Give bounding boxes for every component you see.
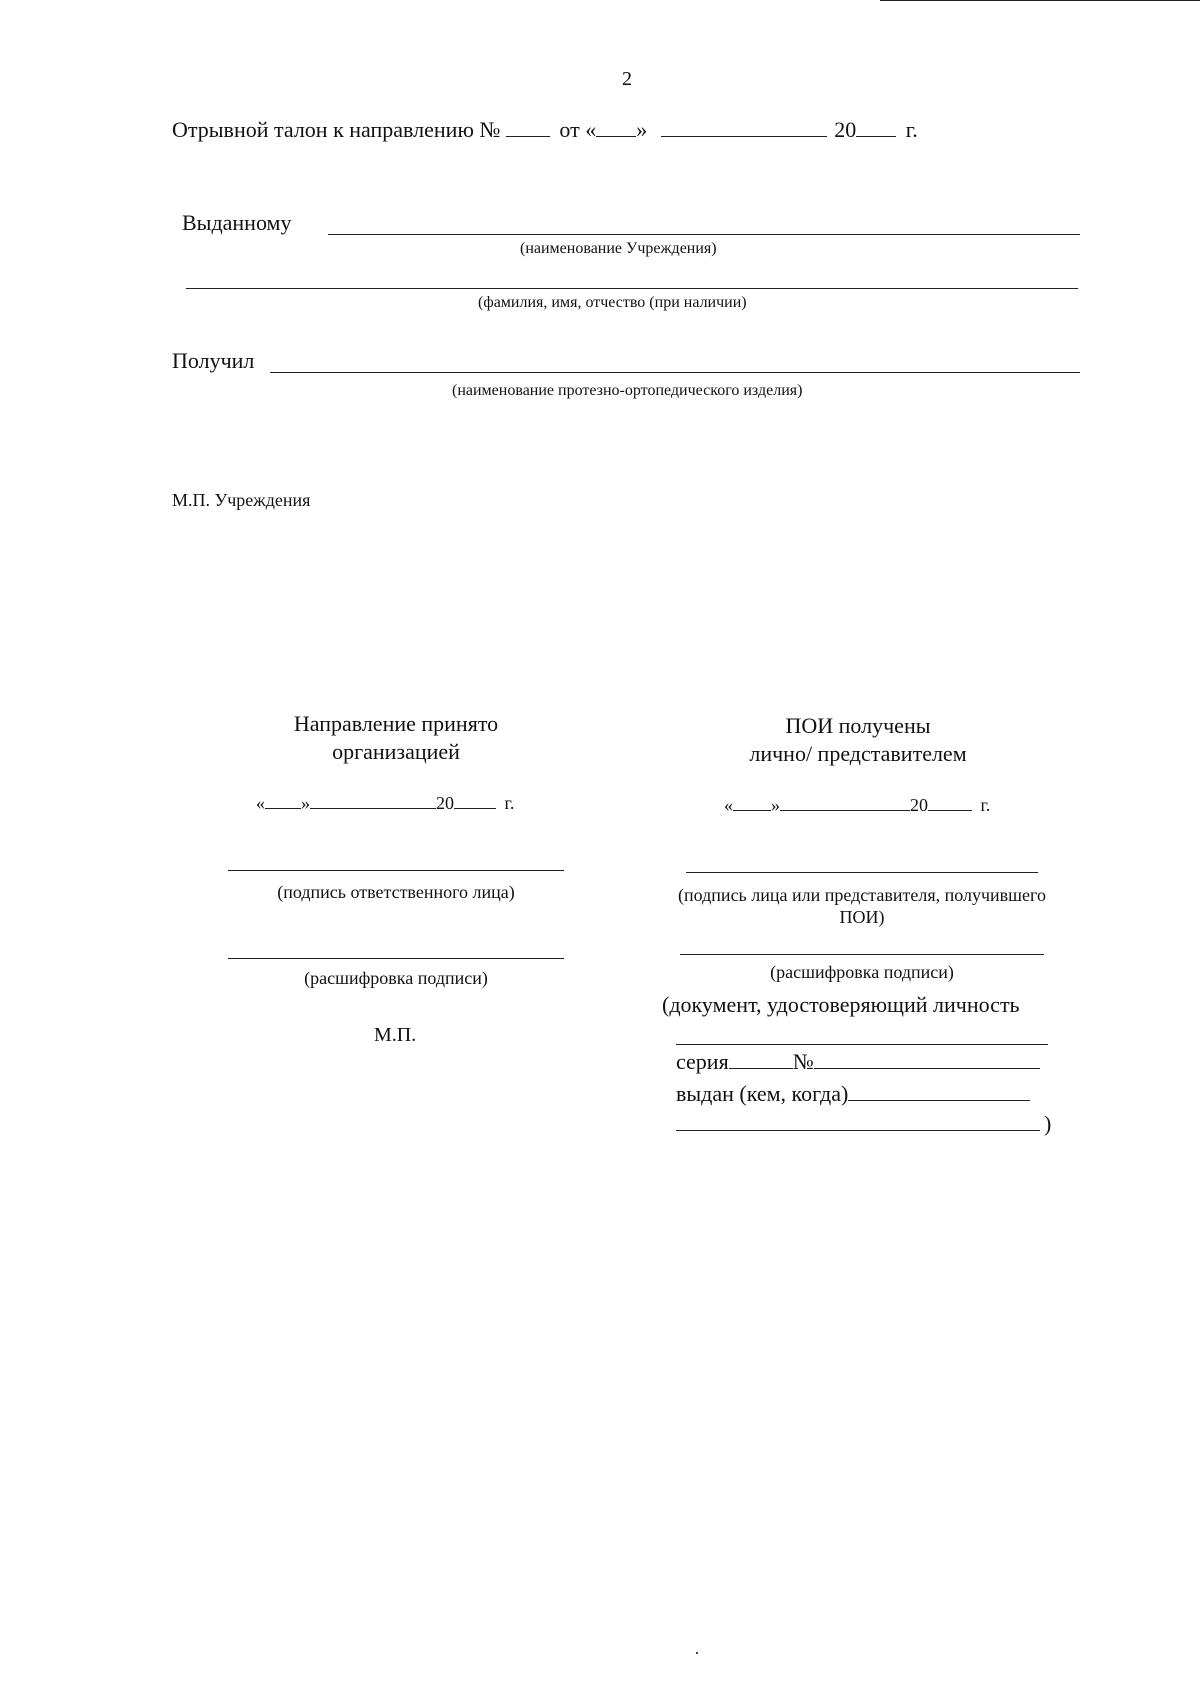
institution-caption: (наименование Учреждения) <box>520 240 717 257</box>
institution-stamp-label: М.П. Учреждения <box>172 490 311 510</box>
institution-field[interactable] <box>328 234 1080 235</box>
right-day-field[interactable] <box>733 792 771 811</box>
right-title-line2: лично/ представителем <box>749 741 967 766</box>
date-from-label: от « <box>559 117 597 142</box>
left-signature-caption: (подпись ответственного лица) <box>277 882 515 902</box>
right-year-prefix: 20 <box>910 795 928 815</box>
form-title-label: Отрывной талон к направлению № <box>172 117 501 142</box>
id-document-field[interactable] <box>676 1044 1048 1045</box>
right-date-close: » <box>771 795 780 815</box>
right-signature-caption <box>650 884 1074 928</box>
right-year-suffix: г. <box>980 795 991 815</box>
year-field[interactable] <box>856 116 896 137</box>
left-date-open: « <box>256 793 265 813</box>
scan-speck <box>696 1652 698 1654</box>
quote-close: » <box>636 117 648 142</box>
right-date-row <box>724 792 990 816</box>
closing-paren: ) <box>1044 1111 1052 1136</box>
series-row <box>676 1048 1040 1075</box>
left-decode-field[interactable] <box>228 958 564 959</box>
issued-by-label: выдан (кем, когда) <box>676 1081 849 1106</box>
product-caption: (наименование протезно-ортопедического изделия) <box>452 382 803 399</box>
left-year-suffix: г. <box>504 793 515 813</box>
issued-to-label: Выданному <box>182 210 292 235</box>
right-sig-caption-line2: ПОИ) <box>839 907 885 927</box>
id-document-label: (документ, удостоверяющий личность <box>662 992 1020 1017</box>
left-signature-field[interactable] <box>228 870 564 871</box>
left-title-line2: организацией <box>332 739 460 764</box>
last-row <box>676 1110 1051 1137</box>
series-label: серия <box>676 1049 729 1074</box>
left-stamp-label: М.П. <box>374 1024 417 1046</box>
issued-by-field[interactable] <box>848 1080 1030 1101</box>
year-suffix: г. <box>905 117 918 142</box>
left-year-prefix: 20 <box>436 793 454 813</box>
received-label: Получил <box>172 348 255 373</box>
right-decode-caption: (расшифровка подписи) <box>770 962 954 982</box>
product-field[interactable] <box>270 372 1080 373</box>
right-year-field[interactable] <box>928 792 972 811</box>
day-field[interactable] <box>596 116 636 137</box>
year-prefix: 20 <box>834 117 857 142</box>
referral-number-field[interactable] <box>506 116 550 137</box>
full-name-field[interactable] <box>186 288 1078 289</box>
series-field[interactable] <box>729 1048 793 1069</box>
form-title <box>172 116 918 143</box>
left-date-row <box>256 790 514 814</box>
right-month-field[interactable] <box>780 792 910 811</box>
right-decode-field[interactable] <box>680 954 1044 955</box>
left-month-field[interactable] <box>310 790 436 809</box>
left-date-close: » <box>301 793 310 813</box>
left-decode-caption: (расшифровка подписи) <box>304 968 488 988</box>
left-title-line1: Направление принято <box>293 711 499 736</box>
right-sig-caption-line1: (подпись лица или представителя, получившего <box>678 885 1046 905</box>
right-date-open: « <box>724 795 733 815</box>
page-number: 2 <box>622 68 632 90</box>
number-label: № <box>792 1049 814 1074</box>
issued-by-extra-field[interactable] <box>676 1110 1040 1131</box>
left-day-field[interactable] <box>265 790 301 809</box>
number-field[interactable] <box>814 1048 1040 1069</box>
right-title-line1: ПОИ получены <box>785 713 931 738</box>
left-year-field[interactable] <box>454 790 496 809</box>
full-name-caption: (фамилия, имя, отчество (при наличии) <box>478 294 747 311</box>
scan-edge-line <box>880 0 1200 1</box>
month-field[interactable] <box>661 116 827 137</box>
right-block-title <box>682 712 1034 768</box>
right-signature-field[interactable] <box>686 872 1038 873</box>
issued-by-row <box>676 1080 1030 1107</box>
left-block-title <box>226 710 566 766</box>
